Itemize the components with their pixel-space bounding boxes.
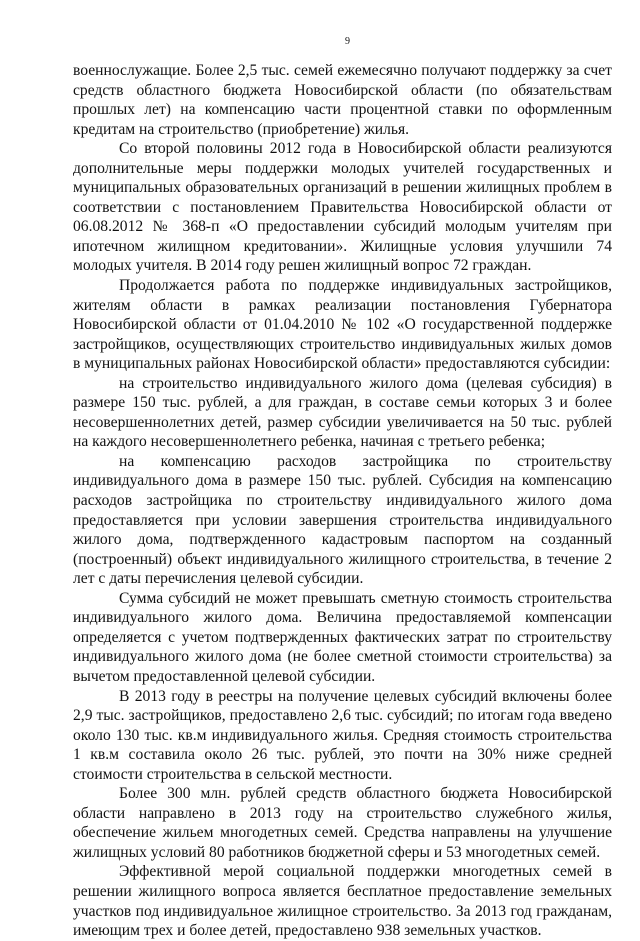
paragraph-target-subsidy: на строительство индивидуального жилого дома (целевая субсидия) в размере 150 тыс. рублей, а для граждан, в составе семьи которых 3 и более несовершеннолетних детей, размер субсидии увеличивается на 50 тыс. рублей на каждого несовершеннолетнего ребенка, начиная с третьего ребенка; xyxy=(73,374,612,451)
paragraph-2013-registry: В 2013 году в реестры на получение целевых субсидий включены более 2,9 тыс. застройщиков, предоставлено 2,6 тыс. субсидий; по итогам года введено около 130 тыс. кв.м индивидуального жилья. Средняя стоимость строительства 1 кв.м составила около 26 тыс. рублей, это почти на 30% ниже средней стоимости строительства в сельской местности. xyxy=(73,687,612,783)
paragraph-service-housing: Более 300 млн. рублей средств областного бюджета Новосибирской области направлено в 2013 году на строительство служебного жилья, обеспечение жильем многодетных семей. Средства направлены на улучшение жилищных условий 80 работников бюджетной сферы и 53 многодетных семей. xyxy=(73,785,612,861)
paragraph-subsidy-limit: Сумма субсидий не может превышать сметную стоимость строительства индивидуального жилого дома. Величина предоставляемой компенсации определяется с учетом подтвержденных фактических затрат по строительству индивидуального жилого дома (не более сметной стоимости строительства) за вычетом предоставленной целевой субсидии. xyxy=(73,589,612,685)
paragraph-compensation-subsidy: на компенсацию расходов застройщика по строительству индивидуального дома в размере 150 тыс. рублей. Субсидия на компенсацию расходов застройщика по строительству индивидуального жилого дома предоставляется при условии завершения строительства индивидуального жилого дома, подтвержденного кадастровым паспортом на созданный (построенный) объект индивидуального жилищного строительства, в течение 2 лет с даты перечисления целевой субсидии. xyxy=(73,452,612,588)
page-number: 9 xyxy=(345,36,350,47)
paragraph-continuation: военнослужащие. Более 2,5 тыс. семей ежемесячно получают поддержку за счет средств областного бюджета Новосибирской области (по обязательствам прошлых лет) на компенсацию части процентной ставки по оформленным кредитам на строительство (приобретение) жилья. xyxy=(73,62,612,138)
paragraph-land-plots: Эффективной мерой социальной поддержки многодетных семей в решении жилищного вопроса является бесплатное предоставление земельных участков под индивидуальное жилищное строительство. За 2013 год гражданам, имеющим трех и более детей, предоставлено 938 земельных участков. xyxy=(73,863,612,940)
paragraph-individual-builders: Продолжается работа по поддержке индивидуальных застройщиков, жителям области в рамках реализации постановления Губернатора Новосибирской области от 01.04.2010 № 102 «О государственной поддержке застройщиков, осуществляющих строительство индивидуальных жилых домов в муниципальных районах Новосибирской области» предоставляются субсидии: xyxy=(73,277,612,373)
paragraph-young-teachers: Со второй половины 2012 года в Новосибирской области реализуются дополнительные меры поддержки молодых учителей государственных и муниципальных образовательных организаций в решении жилищных проблем в соответствии с постановлением Правительства Новосибирской области от 06.08.2012 № 368-п «О предоставлении субсидий молодым учителям при ипотечном жилищном кредитовании». Жилищные условия улучшили 74 молодых учителя. В 2014 году решен жилищный вопрос 72 граждан. xyxy=(73,140,612,275)
